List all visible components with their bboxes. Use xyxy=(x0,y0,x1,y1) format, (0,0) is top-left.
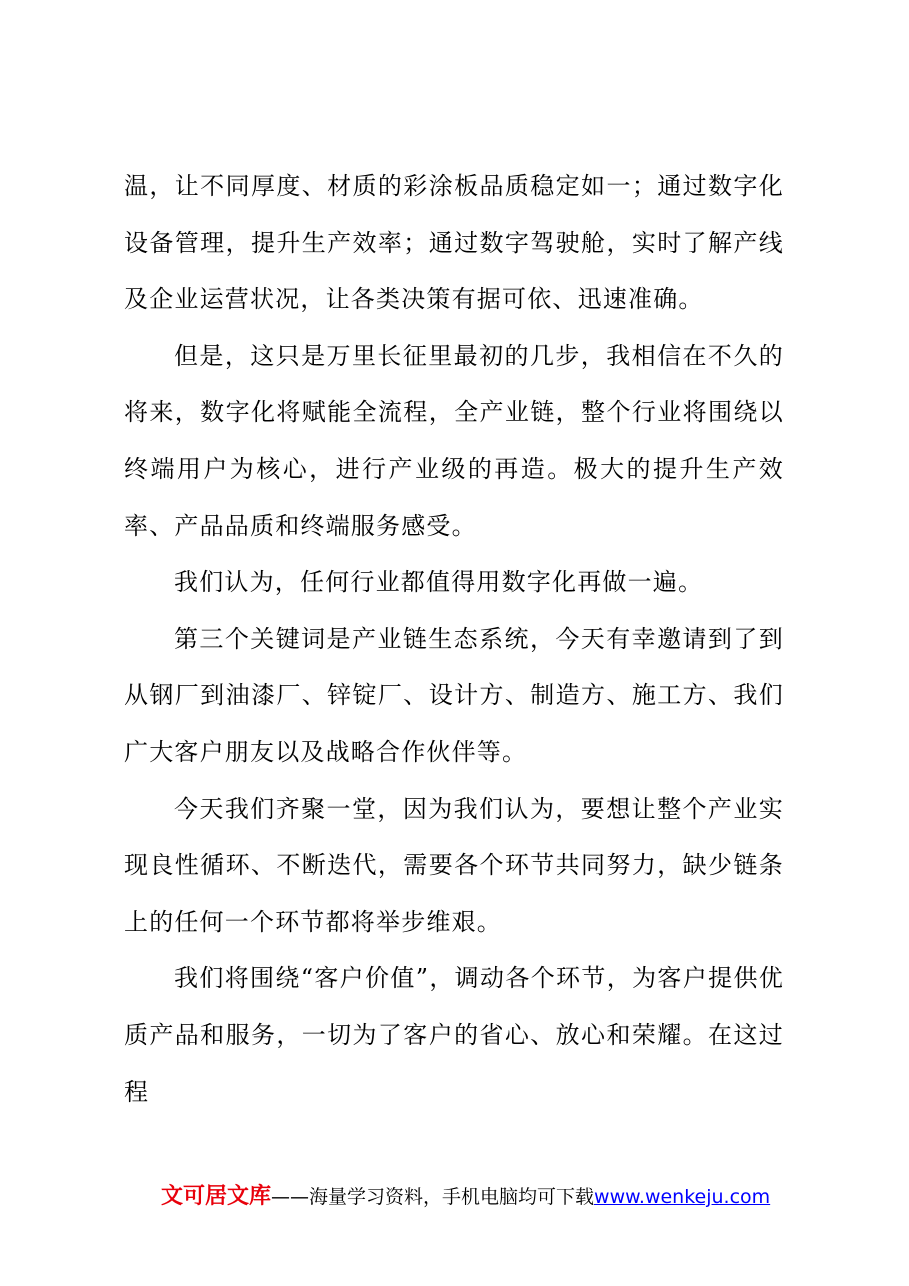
footer-brand: 文可居文库 xyxy=(161,1184,272,1209)
footer-tagline: ——海量学习资料，手机电脑均可下载 xyxy=(271,1186,595,1208)
footer-link[interactable]: www.wenkeju.com xyxy=(594,1186,771,1208)
paragraph-3: 我们认为，任何行业都值得用数字化再做一遍。 xyxy=(174,568,704,597)
paragraph-4: 第三个关键词是产业链生态系统，今天有幸邀请到了到从钢厂到油漆厂、锌锭厂、设计方、制造方、施工方、我们广大客户朋友以及战略合作伙伴等。 xyxy=(124,624,784,766)
page-footer xyxy=(161,1182,801,1212)
paragraph-5: 今天我们齐聚一堂，因为我们认为，要想让整个产业实现良性循环、不断迭代，需要各个环节共同努力，缺少链条上的任何一个环节都将举步维艰。 xyxy=(124,794,784,936)
document-body xyxy=(124,158,784,1120)
paragraph-1: 温，让不同厚度、材质的彩涂板品质稳定如一；通过数字化设备管理，提升生产效率；通过数字驾驶舱，实时了解产线及企业运营状况，让各类决策有据可依、迅速准确。 xyxy=(124,172,784,314)
paragraph-2: 但是，这只是万里长征里最初的几步，我相信在不久的将来，数字化将赋能全流程，全产业链，整个行业将围绕以终端用户为核心，进行产业级的再造。极大的提升生产效率、产品品质和终端服务感受。 xyxy=(124,341,784,540)
paragraph-6: 我们将围绕“客户价值”，调动各个环节，为客户提供优质产品和服务，一切为了客户的省心、放心和荣耀。在这过程 xyxy=(124,964,784,1106)
